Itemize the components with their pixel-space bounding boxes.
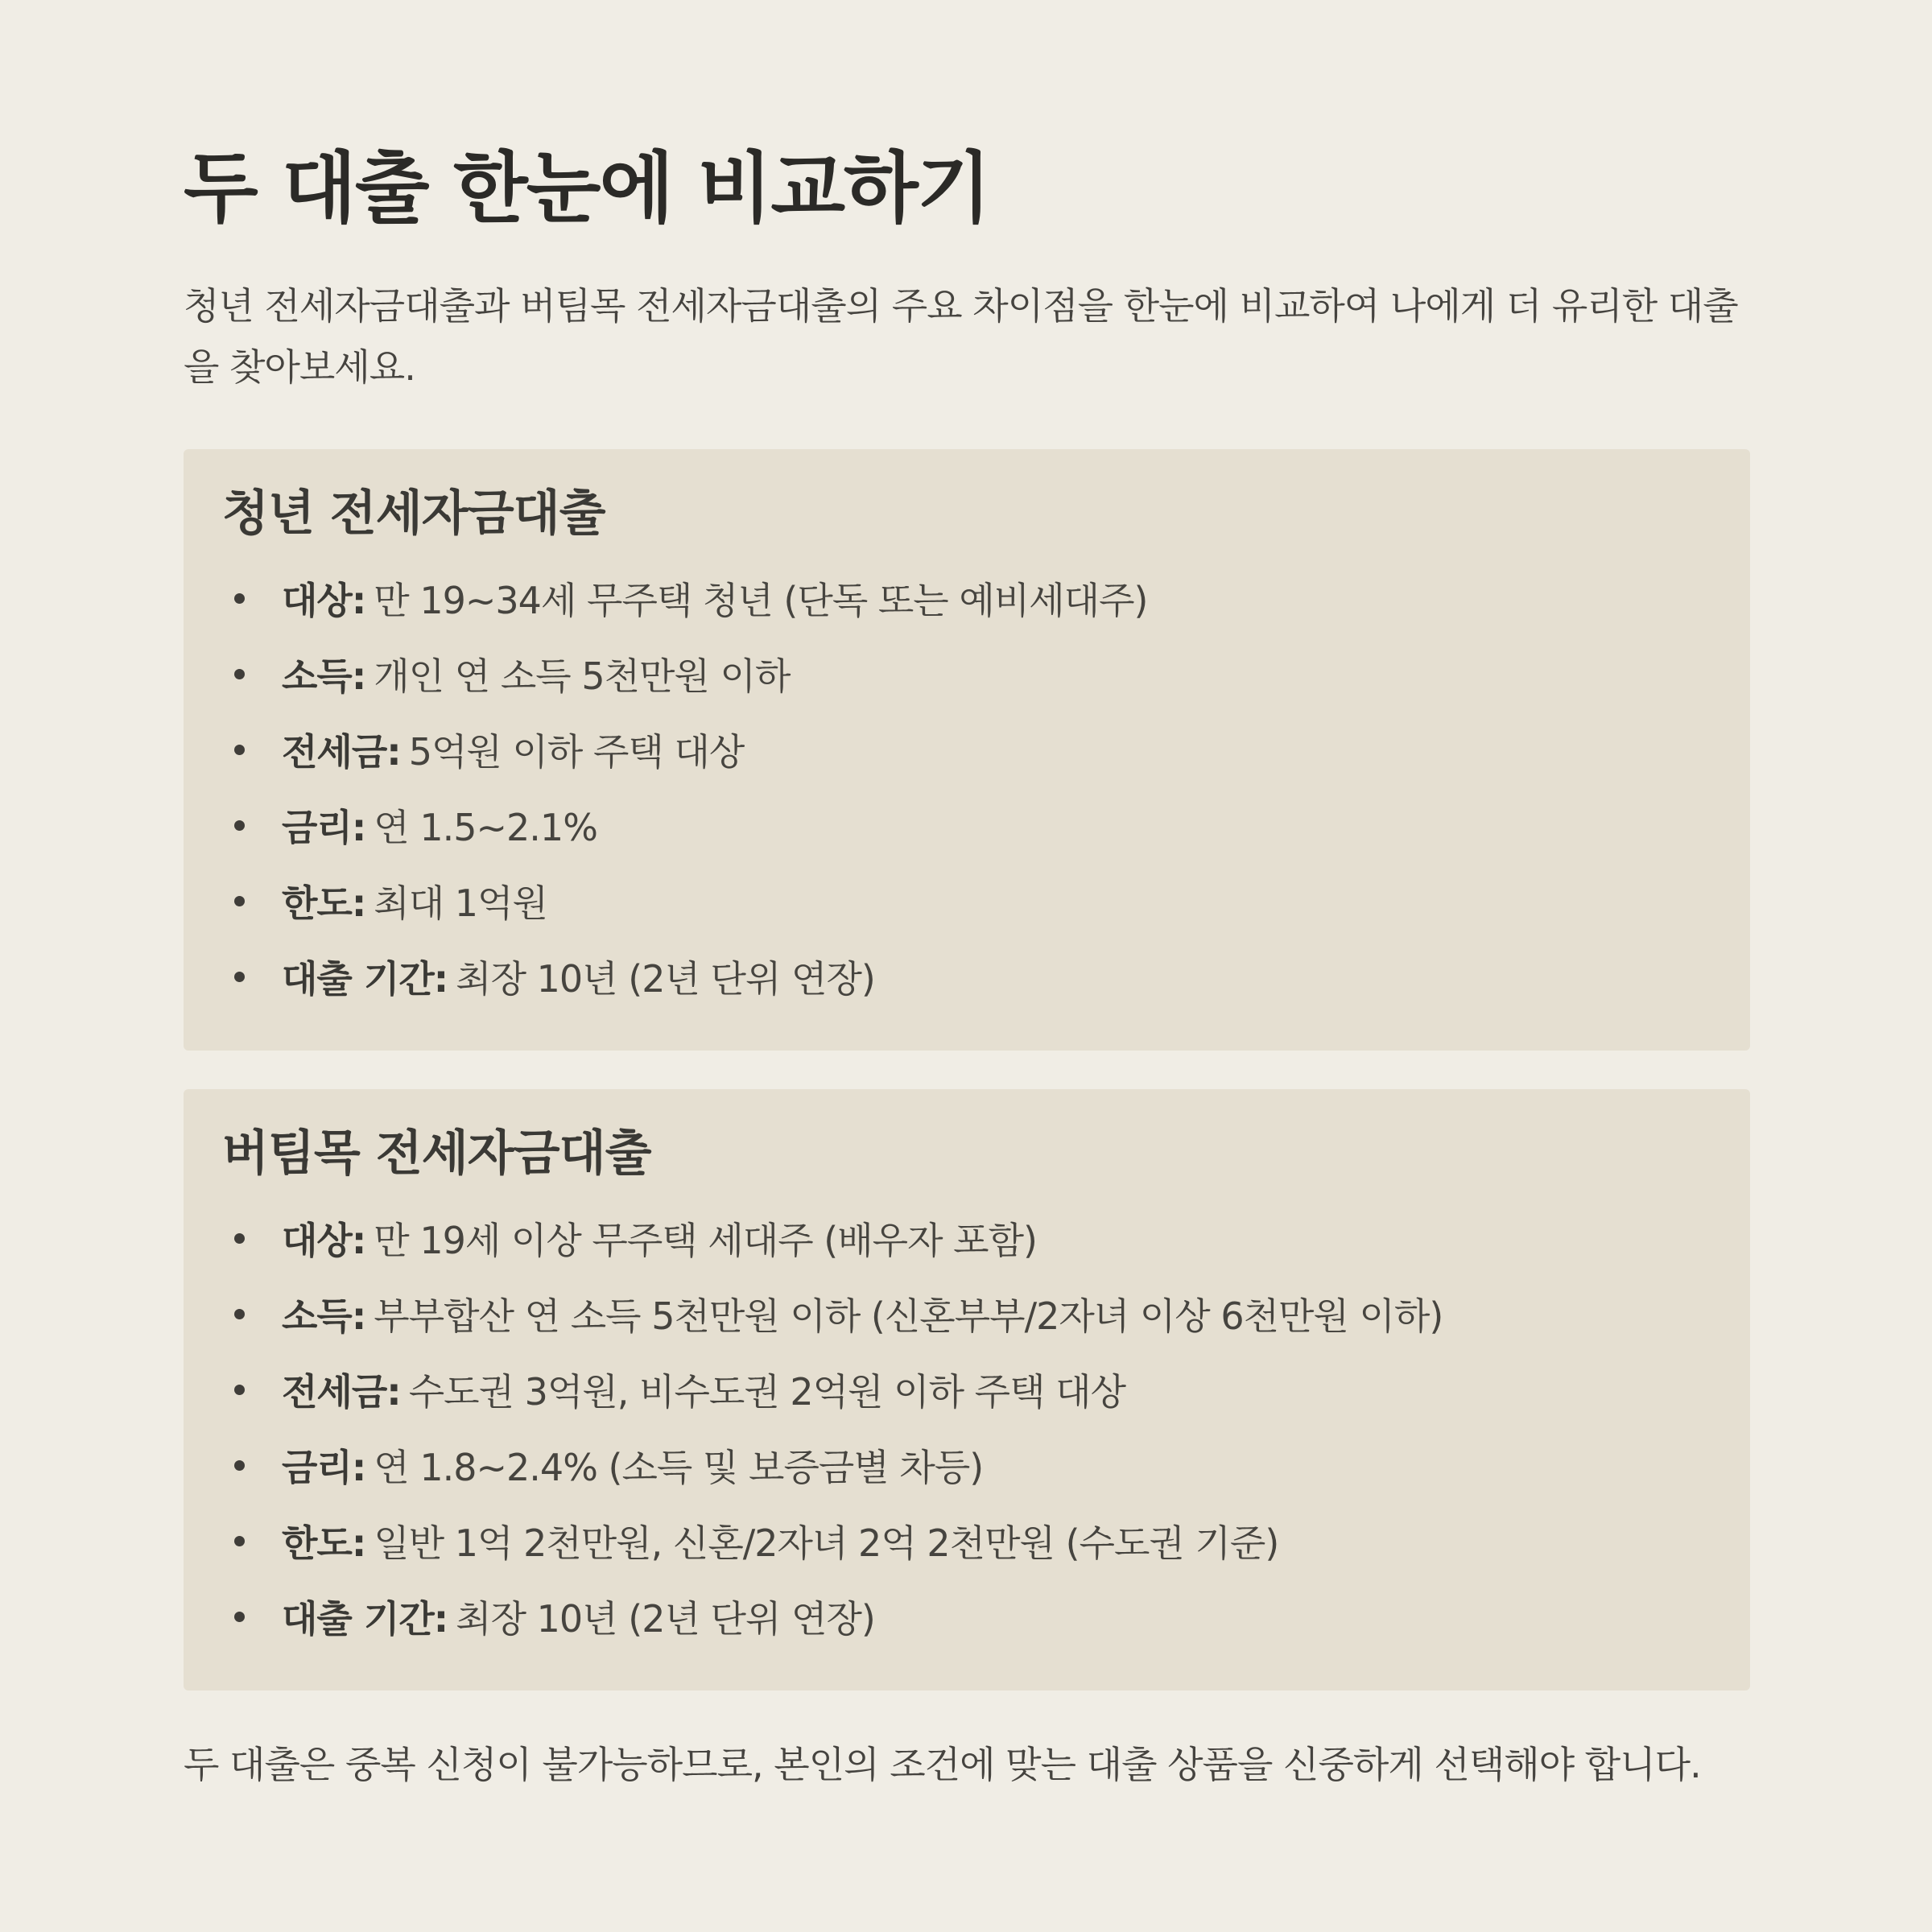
list-item bbox=[222, 1503, 1711, 1579]
detail-label: 전세금: bbox=[282, 730, 401, 774]
bullet-icon bbox=[234, 593, 245, 604]
detail-label: 대상: bbox=[282, 1219, 366, 1262]
detail-label: 전세금: bbox=[282, 1370, 401, 1414]
list-item bbox=[222, 939, 1711, 1014]
detail-label: 금리: bbox=[282, 806, 366, 849]
footer-note: 두 대출은 중복 신청이 불가능하므로, 본인의 조건에 맞는 대출 상품을 신중하게 선택해야 합니다. bbox=[184, 1743, 1701, 1786]
detail-value: 최장 10년 (2년 단위 연장) bbox=[456, 1597, 875, 1641]
detail-label: 대출 기간: bbox=[282, 957, 448, 1001]
detail-label: 한도: bbox=[282, 881, 366, 925]
young-jeonse-loan-details bbox=[222, 560, 1711, 1014]
detail-value: 수도권 3억원, 비수도권 2억원 이하 주택 대상 bbox=[408, 1370, 1126, 1414]
list-item bbox=[222, 636, 1711, 712]
bullet-icon bbox=[234, 1536, 245, 1546]
detail-value: 5억원 이하 주택 대상 bbox=[408, 730, 745, 774]
bullet-icon bbox=[234, 896, 245, 906]
list-item bbox=[222, 787, 1711, 863]
list-item bbox=[222, 1352, 1711, 1427]
stepping-stone-jeonse-loan-details bbox=[222, 1200, 1711, 1654]
bullet-icon bbox=[234, 820, 245, 831]
detail-label: 한도: bbox=[282, 1521, 366, 1565]
bullet-icon bbox=[234, 1612, 245, 1622]
list-item bbox=[222, 1579, 1711, 1654]
detail-value: 개인 연 소득 5천만원 이하 bbox=[374, 654, 791, 698]
stepping-stone-jeonse-loan-card bbox=[184, 1089, 1750, 1690]
young-jeonse-loan-card bbox=[184, 449, 1750, 1051]
detail-value: 연 1.5~2.1% bbox=[374, 806, 597, 849]
list-item bbox=[222, 1427, 1711, 1503]
detail-label: 대출 기간: bbox=[282, 1597, 448, 1641]
intro-paragraph: 청년 전세자금대출과 버팀목 전세자금대출의 주요 차이점을 한눈에 비교하여 나에게 더 유리한 대출을 찾아보세요. bbox=[184, 284, 1738, 389]
list-item bbox=[222, 1276, 1711, 1352]
page-title: 두 대출 한눈에 비교하기 bbox=[184, 143, 990, 233]
list-item bbox=[222, 863, 1711, 939]
bullet-icon bbox=[234, 1309, 245, 1319]
list-item bbox=[222, 560, 1711, 636]
detail-value: 연 1.8~2.4% (소득 및 보증금별 차등) bbox=[374, 1446, 984, 1489]
list-item bbox=[222, 1200, 1711, 1276]
detail-value: 만 19세 이상 무주택 세대주 (배우자 포함) bbox=[374, 1219, 1037, 1262]
card-title-young-jeonse-loan: 청년 전세자금대출 bbox=[222, 485, 605, 542]
bullet-icon bbox=[234, 1460, 245, 1471]
detail-label: 대상: bbox=[282, 579, 366, 622]
list-item bbox=[222, 712, 1711, 787]
detail-value: 최대 1억원 bbox=[374, 881, 547, 925]
bullet-icon bbox=[234, 1385, 245, 1395]
bullet-icon bbox=[234, 745, 245, 755]
detail-value: 만 19~34세 무주택 청년 (단독 또는 예비세대주) bbox=[374, 579, 1148, 622]
detail-value: 최장 10년 (2년 단위 연장) bbox=[456, 957, 875, 1001]
detail-label: 소득: bbox=[282, 1294, 366, 1338]
detail-value: 일반 1억 2천만원, 신혼/2자녀 2억 2천만원 (수도권 기준) bbox=[374, 1521, 1279, 1565]
bullet-icon bbox=[234, 972, 245, 982]
bullet-icon bbox=[234, 669, 245, 679]
detail-value: 부부합산 연 소득 5천만원 이하 (신혼부부/2자녀 이상 6천만원 이하) bbox=[374, 1294, 1443, 1338]
bullet-icon bbox=[234, 1233, 245, 1244]
detail-label: 금리: bbox=[282, 1446, 366, 1489]
detail-label: 소득: bbox=[282, 654, 366, 698]
card-title-stepping-stone-jeonse-loan: 버팀목 전세자금대출 bbox=[222, 1125, 651, 1182]
